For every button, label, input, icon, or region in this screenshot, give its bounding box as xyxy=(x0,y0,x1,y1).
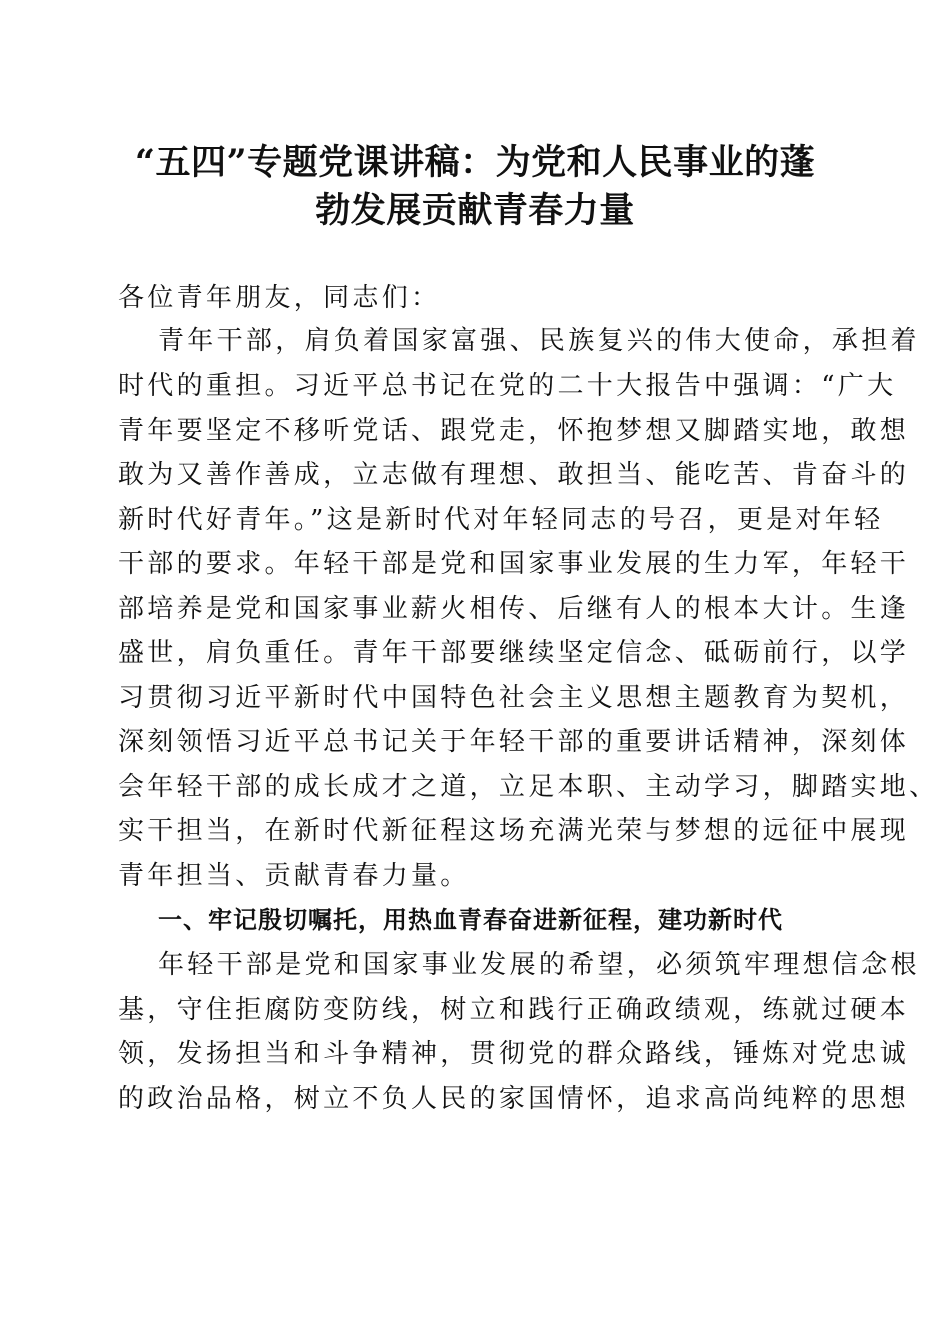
paragraph-line: 新时代好青年。”这是新时代对年轻同志的号召，更是对年轻 xyxy=(118,505,884,535)
paragraph-line: 时代的重担。习近平总书记在党的二十大报告中强调：“广大 xyxy=(118,371,897,401)
salutation: 各位青年朋友，同志们： xyxy=(118,283,441,313)
paragraph-line: 的政治品格，树立不负人民的家国情怀，追求高尚纯粹的思想 xyxy=(118,1084,910,1114)
paragraph-line: 年轻干部是党和国家事业发展的希望，必须筑牢理想信念根 xyxy=(158,950,920,980)
paragraph-line: 习贯彻习近平新时代中国特色社会主义思想主题教育为契机， xyxy=(118,683,910,713)
paragraph-line: 青年担当、贡献青春力量。 xyxy=(118,861,470,891)
paragraph-line: 领，发扬担当和斗争精神，贯彻党的群众路线，锤炼对党忠诚 xyxy=(118,1039,910,1069)
document-title-line-2: 勃发展贡献青春力量 xyxy=(315,190,635,231)
document-title-line-1: “五四”专题党课讲稿：为党和人民事业的蓬 xyxy=(134,142,816,183)
paragraph-line: 青年要坚定不移听党话、跟党走，怀抱梦想又脚踏实地，敢想 xyxy=(118,416,910,446)
paragraph-line: 深刻领悟习近平总书记关于年轻干部的重要讲话精神，深刻体 xyxy=(118,727,910,757)
paragraph-line: 敢为又善作善成，立志做有理想、敢担当、能吃苦、肯奋斗的 xyxy=(118,460,910,490)
paragraph-line: 基，守住拒腐防变防线，树立和践行正确政绩观，练就过硬本 xyxy=(118,995,910,1025)
paragraph-line: 青年干部，肩负着国家富强、民族复兴的伟大使命，承担着 xyxy=(158,326,920,356)
paragraph-line: 干部的要求。年轻干部是党和国家事业发展的生力军，年轻干 xyxy=(118,549,910,579)
paragraph-line: 实干担当，在新时代新征程这场充满光荣与梦想的远征中展现 xyxy=(118,816,910,846)
paragraph-line: 盛世，肩负重任。青年干部要继续坚定信念、砥砺前行，以学 xyxy=(118,638,910,668)
section-1-heading: 一、牢记殷切嘱托，用热血青春奋进新征程，建功新时代 xyxy=(158,906,783,934)
paragraph-line: 会年轻干部的成长成才之道，立足本职、主动学习，脚踏实地、 xyxy=(118,772,939,802)
paragraph-line: 部培养是党和国家事业薪火相传、后继有人的根本大计。生逢 xyxy=(118,594,910,624)
